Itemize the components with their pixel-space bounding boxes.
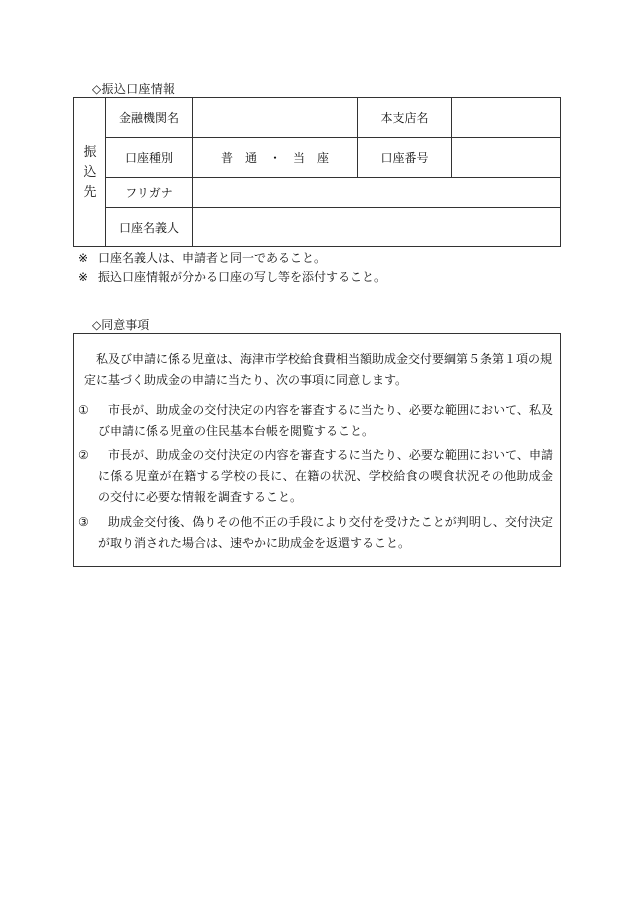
side-label-char: 振 [83, 145, 97, 160]
agreement-item-number: ① [78, 403, 89, 417]
note-item [78, 268, 386, 287]
agreement-item-text: 市長が、助成金の交付決定の内容を審査するに当たり、必要な範囲において、申請に係る児童が在籍する学校の長に、在籍の状況、学校給食の喫食状況その他助成金の交付に必要な情報を調査すること。 [98, 448, 553, 504]
branch-name-field[interactable] [452, 98, 560, 137]
agreement-section-title: ◇同意事項 [92, 318, 150, 332]
agreement-item [78, 400, 553, 442]
agreement-item [78, 512, 553, 554]
account-holder-label: 口座名義人 [118, 220, 179, 235]
account-holder-field[interactable] [193, 208, 560, 246]
bank-name-label: 金融機関名 [118, 111, 179, 125]
side-label-char: 込 [83, 165, 97, 180]
notes [78, 249, 386, 287]
furigana-label: フリガナ [125, 186, 173, 200]
agreement-item [78, 445, 553, 508]
account-table [73, 97, 561, 247]
note-text: 口座名義人は、申請者と同一であること。 [98, 251, 327, 265]
agreement-item-number: ③ [78, 515, 89, 529]
furigana-field[interactable] [193, 178, 560, 207]
note-mark: ※ [78, 270, 89, 284]
side-label-char: 先 [83, 185, 97, 200]
note-mark: ※ [78, 251, 89, 265]
account-number-field[interactable] [452, 138, 560, 177]
account-number-label: 口座番号 [380, 151, 429, 165]
bank-name-field[interactable] [193, 98, 357, 137]
account-type-label: 口座種別 [124, 151, 173, 165]
agreement-item-number: ② [78, 448, 89, 462]
payee-side-label [74, 98, 106, 248]
note-item [78, 249, 386, 268]
account-section-title: ◇振込口座情報 [92, 82, 176, 96]
account-type-options[interactable]: 普 通 ・ 当 座 [220, 151, 329, 165]
agreement-box [73, 333, 561, 567]
agreement-intro: 私及び申請に係る児童は、海津市学校給食費相当額助成金交付要綱第５条第１項の規定に基づく助成金の申請に当たり、次の事項に同意します。 [84, 352, 553, 387]
branch-name-label: 本支店名 [380, 111, 429, 125]
agreement-item-text: 助成金交付後、偽りその他不正の手段により交付を受けたことが判明し、交付決定が取り消された場合は、速やかに助成金を返還すること。 [98, 515, 553, 550]
note-text: 振込口座情報が分かる口座の写し等を添付すること。 [98, 270, 387, 284]
agreement-item-text: 市長が、助成金の交付決定の内容を審査するに当たり、必要な範囲において、私及び申請に係る児童の住民基本台帳を閲覧すること。 [98, 403, 553, 438]
